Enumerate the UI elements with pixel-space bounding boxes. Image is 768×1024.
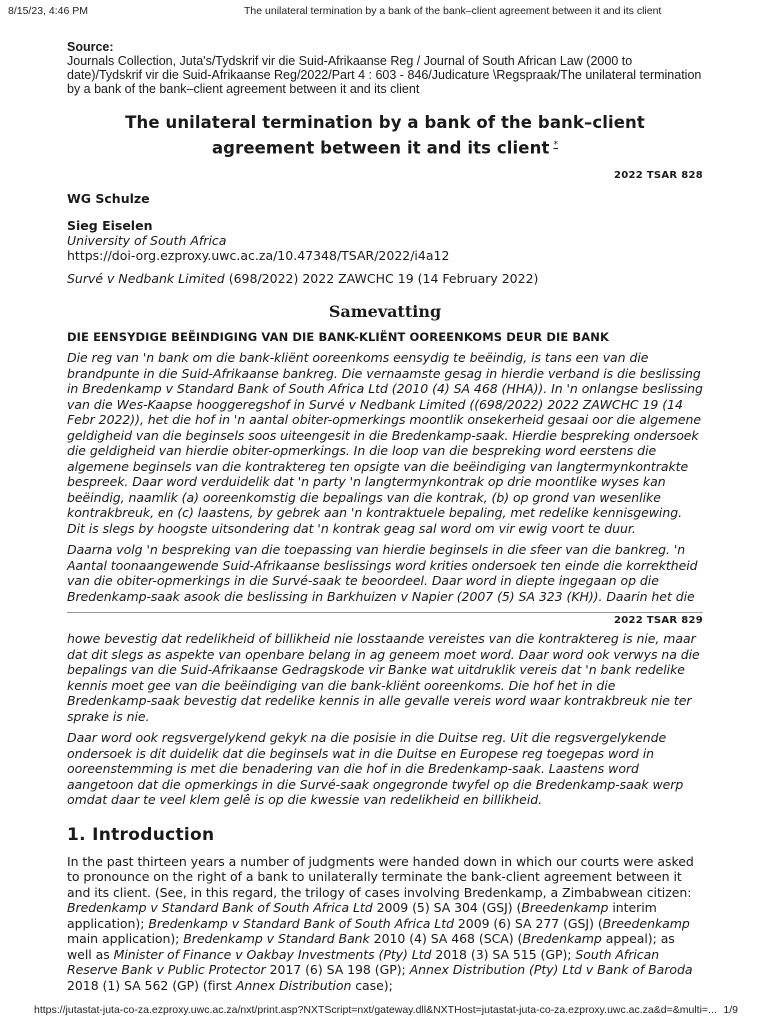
samevatting-paragraph-4: Daar word ook regsvergelykend gekyk na die posisie in die Duitse reg. Uit die regsvergelykende ondersoek is dit duidelik dat die beginsels wat in die Duitse en Europese reg toegepas word in ooreenstemming is met die benadering van die hof in die Bredenkamp-saak. Laastens word aangetoon dat die opmerkings in die Survé-saak ongegronde twyfel op die Bredenkamp-saak werp omdat daar te veel klem gelê is op die kwessie van redelikheid en billikheid.	[67, 730, 684, 807]
source-label: Source:	[67, 40, 114, 54]
print-datetime: 8/15/23, 4:46 PM	[8, 5, 88, 17]
doi-link[interactable]: https://doi-org.ezproxy.uwc.ac.za/10.47348/TSAR/2022/i4a12	[67, 248, 450, 263]
intro-text: interim application);	[67, 900, 657, 931]
author-2: Sieg Eiselen	[67, 217, 153, 233]
page-divider	[67, 612, 703, 613]
intro-text: case);	[351, 977, 393, 993]
case-citation-italic: Breedenkamp	[602, 915, 690, 931]
case-citation-italic: Bredenkamp v Standard Bank of South Africa Ltd	[67, 900, 373, 915]
case-citation-italic: Bredenkamp v Standard Bank	[183, 931, 370, 946]
article-title-line1: The unilateral termination by a bank of the bank–client	[125, 113, 645, 132]
document-body	[67, 40, 703, 993]
citation-top: 2022 TSAR 828	[613, 169, 703, 181]
citation-page2: 2022 TSAR 829	[613, 615, 703, 626]
intro-text: 2017 (6) SA 198 (GP);	[265, 962, 410, 977]
print-url: https://jutastat-juta-co-za.ezproxy.uwc.ac.za/nxt/print.asp?NXTScript=nxt/gateway.dll&NXTHost=jutastat-juta-co-za.ezproxy.uwc.ac.za&d=&multi=...	[34, 1004, 717, 1016]
case-citation-italic: Bredenkamp	[522, 931, 602, 946]
intro-text: 2018 (1) SA 562 (GP) (first	[67, 977, 236, 993]
print-footer	[34, 1004, 738, 1018]
source-path: Journals Collection, Juta's/Tydskrif vir die Suid-Afrikaanse Reg / Journal of South African Law (2000 to date)/Tydskrif vir die Suid-Afrikaanse Reg/2022/Part 4 : 603 - 846/Judicature \Regspraak/The unilateral termination by a bank of the bank–client agreement between it and its client	[67, 54, 702, 96]
print-page-number: 1/9	[723, 1004, 738, 1016]
samevatting-paragraph-1: Die reg van 'n bank om die bank-kliënt ooreenkoms eensydig te beëindig, is tans een van die brandpunte in die Suid-Afrikaanse bankreg. Die vernaamste gesag in hierdie verband is die beslissing in Bredenkamp v Standard Bank of South Africa Ltd (2010 (4) SA 468 (HHA)). In 'n onlangse beslissing van die Wes-Kaapse hooggeregshof in Survé v Nedbank Limited ((698/2022) 2022 ZAWCHC 19 (14 Febr 2022)), het die hof in 'n aantal obiter-opmerkings moontlik onsekerheid gesaai oor die algemene geldigheid van die beginsels soos uiteengesit in die Bredenkamp-saak. Hierdie bespreking ondersoek die geldigheid van hierdie obiter-opmerkings. In die loop van die bespreking word eerstens die algemene beginsels van die kontraktereg ten opsigte van die beëindiging van langtermynkontrakte bespreek. Daar word verduidelik dat 'n party 'n langtermynkontrak op drie moontlike wyses kan beëindig, naamlik (a) ooreenkomstig die bepalings van die kontrak, (b) op grond van wesenlike kontrakbreuk, en (c) laastens, by gebrek aan 'n kontraktuele bepaling, met redelike kennisgewing. Dit is slegs by hoogste uitsondering dat 'n kontrak geag sal word om vir ewig voort te duur.	[67, 350, 703, 536]
intro-text: 2010 (4) SA 468 (SCA) (	[369, 931, 523, 946]
case-citation-italic: Annex Distribution (Pty) Ltd v Bank of Baroda	[409, 962, 693, 977]
intro-text: appeal); as well as	[67, 931, 675, 962]
case-citation-italic: South African Reserve Bank v Public Protector	[67, 946, 660, 977]
case-reference	[67, 271, 703, 287]
intro-text: In the past thirteen years a number of judgments were handed down in which our courts were asked to pronounce on the right of a bank to unilaterally terminate the bank-client agreement between it and its client. (See, in this regard, the trilogy of cases involving Bredenkamp, a Zimbabwean citizen:	[67, 853, 694, 900]
print-page-title: The unilateral termination by a bank of the bank–client agreement between it and its client	[244, 5, 662, 17]
case-citation-italic: Annex Distribution	[235, 977, 352, 993]
intro-text: main application);	[67, 931, 184, 946]
samevatting-subheading: DIE EENSYDIGE BEËINDIGING VAN DIE BANK-KLIËNT OOREENKOMS DEUR DIE BANK	[67, 330, 610, 344]
footnote-link[interactable]: *	[553, 140, 559, 150]
author-1: WG Schulze	[67, 190, 150, 206]
case-citation: (698/2022) 2022 ZAWCHC 19 (14 February 2022)	[224, 270, 539, 286]
samevatting-heading: Samevatting	[328, 302, 442, 321]
samevatting-paragraph-3: howe bevestig dat redelikheid of billikheid nie losstaande vereistes van die kontraktereg is nie, maar dat dit slegs as aspekte van openbare belang in ag geneem moet word. Daar word ook verwys na die bepalings van die Suid-Afrikaanse Gedragskode vir Banke wat uitdruklik vereis dat 'n bank redelike kennis moet gee van die beëindiging van die bank-kliënt ooreenkoms. Die hof het in die Bredenkamp-saak bevestig dat redelike kennis in alle gevalle vereis word waar kontrakbreuk nie ter sprake is nie.	[67, 631, 700, 724]
case-name: Survé v Nedbank Limited	[67, 270, 225, 286]
article-title	[67, 112, 703, 160]
article-title-line2: agreement between it and its client	[211, 138, 550, 158]
intro-text: 2009 (5) SA 304 (GSJ) (	[372, 900, 522, 915]
intro-text: 2018 (3) SA 515 (GP);	[431, 946, 576, 962]
print-header	[8, 5, 760, 19]
samevatting-paragraph-2: Daarna volg 'n bespreking van die toepassing van hierdie beginsels in die sfeer van die bankreg. 'n Aantal toonaangewende Suid-Afrikaanse beslissings word krities ondersoek ten einde die korrektheid van die obiter-opmerkings in die Survé-saak te beoordeel. Daar word in diepte ingegaan op die Bredenkamp-saak asook die beslissing in Barkhuizen v Napier (2007 (5) SA 323 (KH)). Daarin het die	[67, 542, 698, 604]
introduction-heading: 1. Introduction	[67, 824, 215, 845]
introduction-paragraph	[67, 854, 703, 994]
case-citation-italic: Minister of Finance v Oakbay Investments (Pty) Ltd	[113, 946, 432, 962]
case-citation-italic: Breedenkamp	[521, 900, 609, 915]
intro-text: 2009 (6) SA 277 (GSJ) (	[453, 915, 603, 931]
affiliation: University of South Africa	[67, 232, 227, 248]
case-citation-italic: Bredenkamp v Standard Bank of South Africa Ltd	[148, 915, 454, 931]
